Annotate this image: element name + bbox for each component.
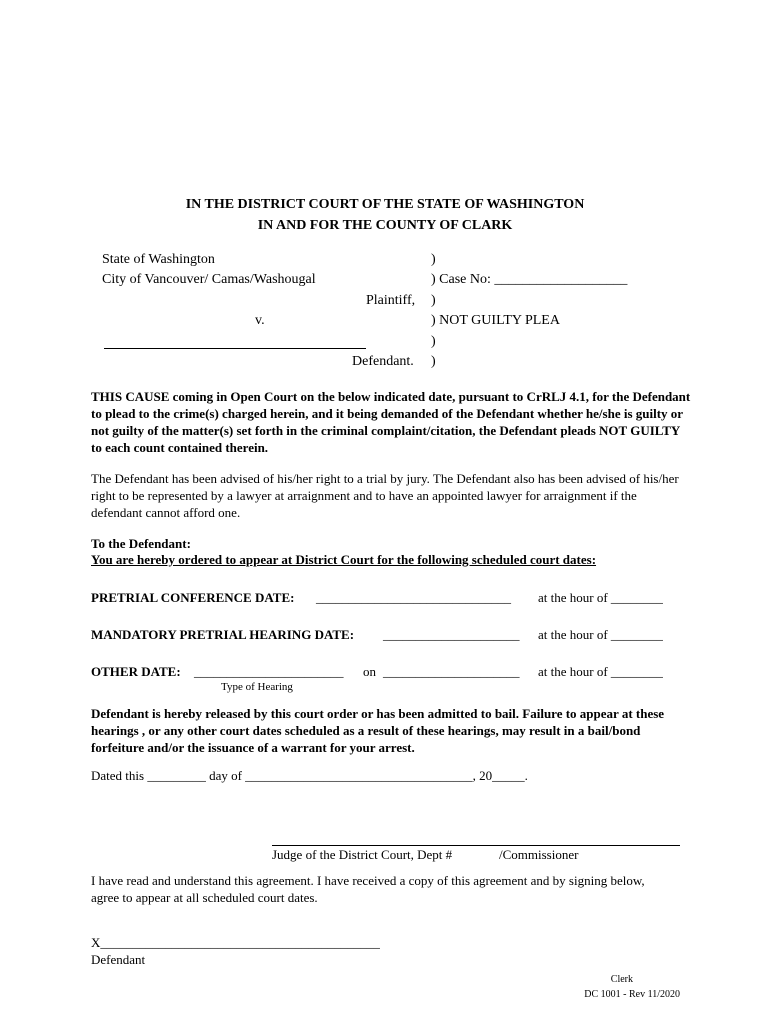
pretrial-conference-label: PRETRIAL CONFERENCE DATE: [91, 590, 295, 605]
mandatory-date-blank: _____________________ [383, 627, 520, 642]
pretrial-date-blank: ______________________________ [316, 590, 511, 605]
judge-signature-line [272, 845, 680, 846]
caption-paren: ) [431, 293, 436, 308]
advised-paragraph: The Defendant has been advised of his/her right to a trial by jury. The Defendant also has been advised of his/her right to be represented by a lawyer at arraignment and to have an appointed lawyer for arraignment if the defendant cannot afford one. [91, 471, 679, 520]
plea-title: ) NOT GUILTY PLEA [431, 313, 560, 328]
to-defendant-heading: To the Defendant: [91, 536, 191, 551]
mandatory-hearing-label: MANDATORY PRETRIAL HEARING DATE: [91, 627, 355, 642]
caption-paren: ) [431, 334, 436, 349]
other-on-label: on [363, 664, 376, 679]
county-title: IN AND FOR THE COUNTY OF CLARK [257, 218, 513, 233]
cause-paragraph: THIS CAUSE coming in Open Court on the below indicated date, pursuant to CrRLJ 4.1, for the Defendant to plead to the crime(s) charged herein, and it being demanded of the Defendant whether he/she is guilty or not guilty of the matter(s) set forth in the criminal complaint/citation, the Defendant pleads NOT GUILTY to each count contained therein. [91, 389, 691, 455]
defendant-signature-label: Defendant [91, 952, 146, 967]
footer-form-number: DC 1001 - Rev 11/2020 [584, 989, 680, 1000]
mandatory-hour-blank: at the hour of ________ [538, 627, 663, 642]
caption-paren: ) [431, 354, 436, 369]
hearing-type-blank: _______________________ [194, 664, 344, 679]
defendant-name-line [104, 348, 366, 349]
caption-versus: v. [255, 313, 265, 328]
court-title: IN THE DISTRICT COURT OF THE STATE OF WASHINGTON [185, 197, 585, 212]
case-number-field: ) Case No: ___________________ [431, 272, 628, 287]
other-date-blank: _____________________ [383, 664, 520, 679]
release-paragraph: Defendant is hereby released by this court order or has been admitted to bail. Failure to appear at these hearings , or any other court dates scheduled as a result of these hearings, may result in a bail/bond forfeiture and/or the issuance of a warrant for your arrest. [91, 706, 665, 755]
agreement-paragraph: I have read and understand this agreement. I have received a copy of this agreement and by signing below, agree to appear at all scheduled court dates. [91, 873, 645, 905]
commissioner-label: /Commissioner [499, 847, 579, 862]
other-date-label: OTHER DATE: [91, 664, 181, 679]
footer-clerk: Clerk [610, 974, 633, 985]
caption-plaintiff: Plaintiff, [366, 293, 416, 308]
type-of-hearing-caption: Type of Hearing [221, 681, 293, 693]
dated-line: Dated this _________ day of ___________________________________, 20_____. [91, 768, 528, 783]
caption-state: State of Washington [102, 252, 215, 267]
judge-label: Judge of the District Court, Dept # [272, 847, 453, 862]
pretrial-hour-blank: at the hour of ________ [538, 590, 663, 605]
defendant-signature-line: X___________________________________________ [91, 935, 380, 950]
caption-defendant: Defendant. [352, 354, 414, 369]
other-hour-blank: at the hour of ________ [538, 664, 663, 679]
caption-city: City of Vancouver/ Camas/Washougal [102, 272, 316, 287]
appearance-order: You are hereby ordered to appear at District Court for the following scheduled court dates: [91, 552, 597, 567]
caption-paren: ) [431, 252, 436, 267]
